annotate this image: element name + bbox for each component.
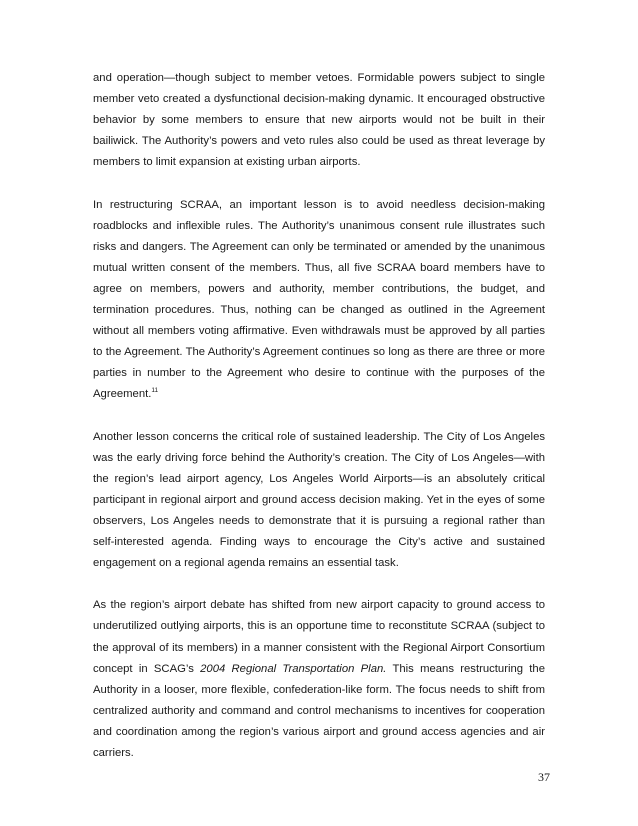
paragraph-4 xyxy=(93,595,545,764)
paragraph-4-text-after: This means restructuring the Authority in a looser, more flexible, confederation-like form. The focus needs to shift from centralized authority and command and control mechanisms to incentives for cooperation and coordination among the region’s various airport and ground access agencies and air carriers. xyxy=(93,662,545,759)
paragraph-1 xyxy=(93,68,545,173)
paragraph-2-text: In restructuring SCRAA, an important lesson is to avoid needless decision-making roadblocks and inflexible rules. The Authority’s unanimous consent rule illustrates such risks and dangers. The Agreement can only be terminated or amended by the unanimous mutual written consent of the members. Thus, all five SCRAA board members have to agree on members, powers and authority, member contributions, the budget, and termination procedures. Thus, nothing can be changed as outlined in the Agreement without all members voting affirmative. Even withdrawals must be approved by all parties to the Agreement. The Authority’s Agreement continues so long as there are three or more parties in number to the Agreement who desire to continue with the purposes of the Agreement. xyxy=(93,198,545,401)
paragraph-3 xyxy=(93,427,545,575)
paragraph-1-text: and operation—though subject to member vetoes. Formidable powers subject to single member veto created a dysfunctional decision-making dynamic. It encouraged obstructive behavior by some members to ensure that new airports would not be built in their bailiwick. The Authority’s powers and veto rules also could be used as threat leverage by members to limit expansion at existing urban airports. xyxy=(93,72,545,169)
body-text xyxy=(93,68,545,764)
page-number: 37 xyxy=(538,770,550,784)
plan-title: 2004 Regional Transportation Plan. xyxy=(200,662,387,675)
paragraph-2 xyxy=(93,195,545,406)
footnote-reference: 11 xyxy=(151,387,159,395)
paragraph-4-text-before: As the region’s airport debate has shifted from new airport capacity to ground access to underutilized outlying airports, this is an opportune time to reconstitute SCRAA (subject to the approval of its members) in a manner consistent with the Regional Airport Consortium concept in SCAG’s xyxy=(93,599,545,675)
paragraph-3-text: Another lesson concerns the critical role of sustained leadership. The City of Los Angeles was the early driving force behind the Authority’s creation. The City of Los Angeles—with the region’s lead airport agency, Los Angeles World Airports—is an absolutely critical participant in regional airport and ground access decision making. Yet in the eyes of some observers, Los Angeles needs to demonstrate that it is pursuing a regional rather than self-interested agenda. Finding ways to encourage the City’s active and sustained engagement on a regional agenda remains an essential task. xyxy=(93,430,545,570)
